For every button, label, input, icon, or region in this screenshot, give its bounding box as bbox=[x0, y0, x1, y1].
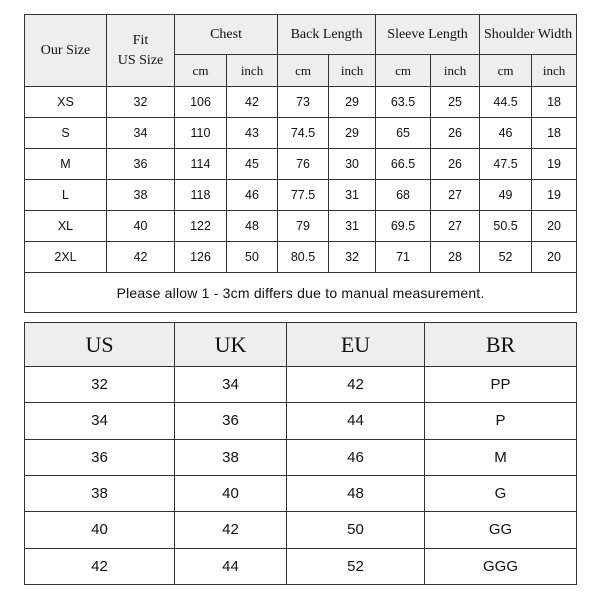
cell-uk: 38 bbox=[175, 439, 287, 475]
header-back-length: Back Length bbox=[278, 15, 376, 55]
cell-us: 34 bbox=[25, 403, 175, 439]
header-fit-label: Fit bbox=[132, 32, 149, 48]
cell-shoulder-inch: 18 bbox=[532, 118, 577, 149]
cell-br: GG bbox=[425, 512, 577, 548]
cell-back-inch: 29 bbox=[329, 87, 376, 118]
cell-sleeve-cm: 69.5 bbox=[376, 211, 431, 242]
cell-chest-cm: 126 bbox=[175, 242, 227, 273]
cell-sleeve-inch: 25 bbox=[431, 87, 480, 118]
header-br: BR bbox=[425, 323, 577, 367]
cell-sleeve-inch: 26 bbox=[431, 118, 480, 149]
cell-br: P bbox=[425, 403, 577, 439]
size-row-xs bbox=[25, 87, 577, 118]
size-row-l bbox=[25, 180, 577, 211]
cell-chest-cm: 118 bbox=[175, 180, 227, 211]
cell-chest-inch: 50 bbox=[227, 242, 278, 273]
cell-sleeve-cm: 65 bbox=[376, 118, 431, 149]
cell-shoulder-cm: 44.5 bbox=[480, 87, 532, 118]
cell-uk: 34 bbox=[175, 367, 287, 403]
cell-br: G bbox=[425, 475, 577, 511]
cell-back-cm: 73 bbox=[278, 87, 329, 118]
cell-sleeve-cm: 66.5 bbox=[376, 149, 431, 180]
conversion-row bbox=[25, 548, 577, 584]
cell-eu: 44 bbox=[287, 403, 425, 439]
size-row-xl bbox=[25, 211, 577, 242]
size-conversion-table bbox=[24, 322, 577, 585]
cell-sleeve-inch: 27 bbox=[431, 180, 480, 211]
cell-chest-cm: 114 bbox=[175, 149, 227, 180]
cell-uk: 42 bbox=[175, 512, 287, 548]
cell-chest-inch: 48 bbox=[227, 211, 278, 242]
cell-back-cm: 79 bbox=[278, 211, 329, 242]
cell-chest-cm: 106 bbox=[175, 87, 227, 118]
cell-br: PP bbox=[425, 367, 577, 403]
cell-br: M bbox=[425, 439, 577, 475]
cell-chest-inch: 43 bbox=[227, 118, 278, 149]
unit-sleeve-inch: inch bbox=[431, 55, 480, 87]
cell-fit-us-size: 34 bbox=[107, 118, 175, 149]
cell-us: 40 bbox=[25, 512, 175, 548]
conversion-row bbox=[25, 475, 577, 511]
cell-chest-inch: 42 bbox=[227, 87, 278, 118]
cell-back-inch: 29 bbox=[329, 118, 376, 149]
cell-shoulder-cm: 52 bbox=[480, 242, 532, 273]
unit-shoulder-cm: cm bbox=[480, 55, 532, 87]
cell-us: 36 bbox=[25, 439, 175, 475]
cell-eu: 50 bbox=[287, 512, 425, 548]
header-chest: Chest bbox=[175, 15, 278, 55]
cell-back-cm: 76 bbox=[278, 149, 329, 180]
conversion-row bbox=[25, 512, 577, 548]
cell-sleeve-inch: 27 bbox=[431, 211, 480, 242]
cell-shoulder-cm: 49 bbox=[480, 180, 532, 211]
size-row-s bbox=[25, 118, 577, 149]
header-our-size: Our Size bbox=[25, 15, 107, 87]
cell-shoulder-cm: 46 bbox=[480, 118, 532, 149]
conversion-row bbox=[25, 439, 577, 475]
cell-chest-inch: 45 bbox=[227, 149, 278, 180]
cell-chest-cm: 122 bbox=[175, 211, 227, 242]
cell-our-size: S bbox=[25, 118, 107, 149]
cell-our-size: XS bbox=[25, 87, 107, 118]
cell-eu: 46 bbox=[287, 439, 425, 475]
size-row-m bbox=[25, 149, 577, 180]
unit-back-inch: inch bbox=[329, 55, 376, 87]
cell-back-cm: 77.5 bbox=[278, 180, 329, 211]
cell-sleeve-cm: 71 bbox=[376, 242, 431, 273]
cell-eu: 48 bbox=[287, 475, 425, 511]
cell-eu: 42 bbox=[287, 367, 425, 403]
cell-our-size: XL bbox=[25, 211, 107, 242]
cell-chest-cm: 110 bbox=[175, 118, 227, 149]
measurement-note: Please allow 1 - 3cm differs due to manual measurement. bbox=[25, 273, 577, 313]
cell-shoulder-inch: 19 bbox=[532, 149, 577, 180]
cell-back-inch: 31 bbox=[329, 180, 376, 211]
cell-fit-us-size: 40 bbox=[107, 211, 175, 242]
header-fit-us-size bbox=[107, 15, 175, 87]
header-eu: EU bbox=[287, 323, 425, 367]
header-sleeve-length: Sleeve Length bbox=[376, 15, 480, 55]
cell-fit-us-size: 32 bbox=[107, 87, 175, 118]
cell-fit-us-size: 36 bbox=[107, 149, 175, 180]
cell-back-cm: 74.5 bbox=[278, 118, 329, 149]
cell-fit-us-size: 42 bbox=[107, 242, 175, 273]
cell-back-cm: 80.5 bbox=[278, 242, 329, 273]
cell-chest-inch: 46 bbox=[227, 180, 278, 211]
cell-shoulder-inch: 19 bbox=[532, 180, 577, 211]
cell-uk: 44 bbox=[175, 548, 287, 584]
header-shoulder-width: Shoulder Width bbox=[480, 15, 577, 55]
cell-eu: 52 bbox=[287, 548, 425, 584]
cell-our-size: M bbox=[25, 149, 107, 180]
cell-sleeve-inch: 26 bbox=[431, 149, 480, 180]
cell-back-inch: 32 bbox=[329, 242, 376, 273]
conversion-row bbox=[25, 367, 577, 403]
size-row-2xl bbox=[25, 242, 577, 273]
cell-back-inch: 31 bbox=[329, 211, 376, 242]
cell-sleeve-inch: 28 bbox=[431, 242, 480, 273]
cell-our-size: 2XL bbox=[25, 242, 107, 273]
cell-uk: 36 bbox=[175, 403, 287, 439]
unit-chest-cm: cm bbox=[175, 55, 227, 87]
header-uk: UK bbox=[175, 323, 287, 367]
header-us-size-label: US Size bbox=[117, 52, 164, 68]
conversion-chart-body bbox=[25, 367, 577, 585]
size-chart-body bbox=[25, 87, 577, 273]
cell-us: 42 bbox=[25, 548, 175, 584]
cell-shoulder-inch: 20 bbox=[532, 211, 577, 242]
cell-uk: 40 bbox=[175, 475, 287, 511]
cell-shoulder-cm: 47.5 bbox=[480, 149, 532, 180]
unit-shoulder-inch: inch bbox=[532, 55, 577, 87]
header-us: US bbox=[25, 323, 175, 367]
cell-shoulder-inch: 20 bbox=[532, 242, 577, 273]
cell-fit-us-size: 38 bbox=[107, 180, 175, 211]
cell-back-inch: 30 bbox=[329, 149, 376, 180]
unit-sleeve-cm: cm bbox=[376, 55, 431, 87]
cell-sleeve-cm: 68 bbox=[376, 180, 431, 211]
size-chart-table bbox=[24, 14, 577, 313]
cell-our-size: L bbox=[25, 180, 107, 211]
cell-us: 38 bbox=[25, 475, 175, 511]
unit-back-cm: cm bbox=[278, 55, 329, 87]
cell-us: 32 bbox=[25, 367, 175, 403]
unit-chest-inch: inch bbox=[227, 55, 278, 87]
cell-shoulder-inch: 18 bbox=[532, 87, 577, 118]
cell-sleeve-cm: 63.5 bbox=[376, 87, 431, 118]
cell-shoulder-cm: 50.5 bbox=[480, 211, 532, 242]
conversion-row bbox=[25, 403, 577, 439]
cell-br: GGG bbox=[425, 548, 577, 584]
